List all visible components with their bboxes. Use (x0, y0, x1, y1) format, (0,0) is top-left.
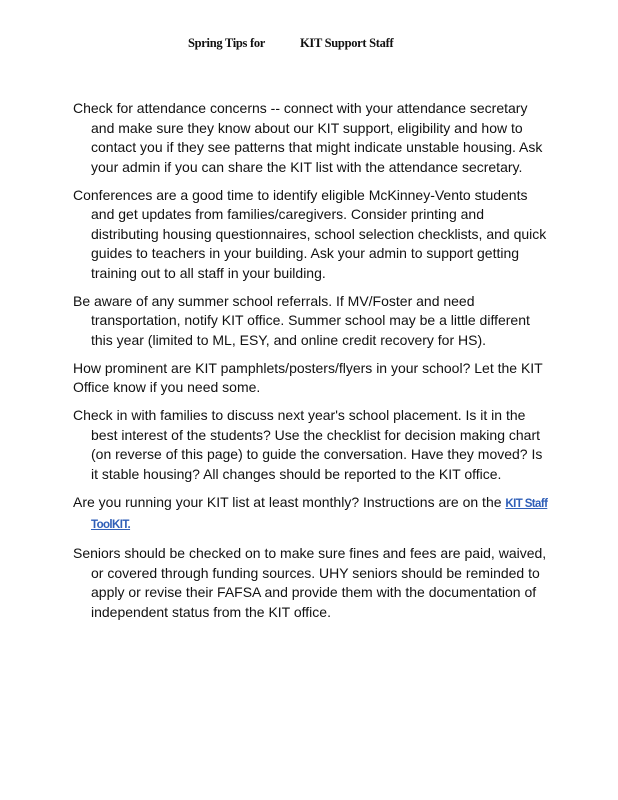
tip-kit-list-text: Are you running your KIT list at least monthly? Instructions are on the (73, 493, 502, 510)
tip-attendance: Check for attendance concerns -- connect with your attendance secretary and make sure they know about our KIT support, eligibility and how to contact you if they see patterns that might indicate unstable housing. Ask your admin if you can share the KIT list with the attendance secretary. (73, 100, 543, 175)
tip-conferences: Conferences are a good time to identify eligible McKinney-Vento students and get updates from families/caregivers. Consider printing and distributing housing questionnaires, school selection checklists, and quick guides to teachers in your building. Ask your admin to support getting training out to all staff in your building. (73, 186, 547, 281)
tip-summer-school: Be aware of any summer school referrals. If MV/Foster and need transportation, notify KIT office. Summer school may be a little different this year (limited to ML, ESY, and online credit recovery for HS). (73, 292, 530, 348)
title-part-2: KIT Support Staff (300, 36, 394, 50)
tip-pamphlets: How prominent are KIT pamphlets/posters/flyers in your school? Let the KIT Office know if you need some. (73, 359, 543, 395)
tip-school-placement: Check in with families to discuss next year's school placement. Is it in the best interest of the students? Use the checklist for decision making chart (on reverse of this page) to guide the conversation. Have they moved? Is it stable housing? All changes should be reported to the KIT office. (73, 407, 543, 482)
tip-kit-list (73, 493, 551, 536)
staff-toolkit-link[interactable]: KIT Staff ToolKIT. (91, 497, 548, 531)
title-part-1: Spring Tips for (188, 36, 266, 50)
tips-list (73, 99, 551, 631)
tip-seniors: Seniors should be checked on to make sure fines and fees are paid, waived, or covered through funding sources. UHY seniors should be reminded to apply or revise their FAFSA and provide them with the documentation of independent status from the KIT office. (73, 545, 547, 620)
